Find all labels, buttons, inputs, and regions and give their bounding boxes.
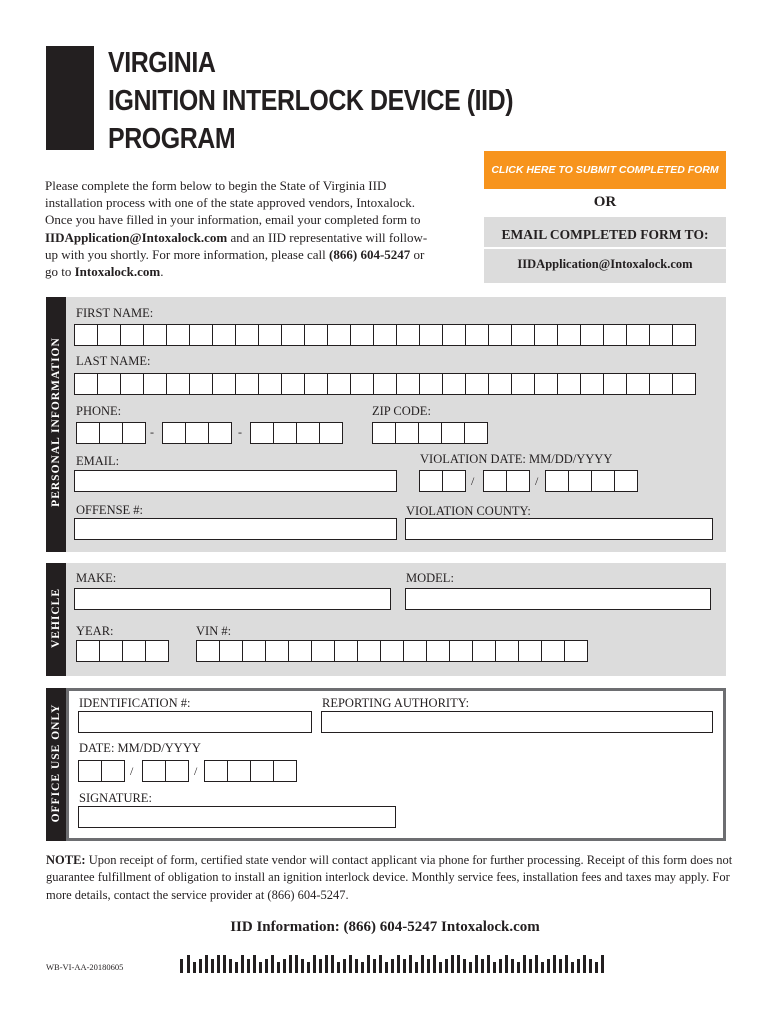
offense-label: OFFENSE #: xyxy=(76,503,144,517)
char-box[interactable] xyxy=(591,470,615,492)
char-box[interactable] xyxy=(534,324,558,346)
vehicle-section-label: VEHICLE xyxy=(50,587,62,649)
iid-information: IID Information: (866) 604-5247 Intoxalock.com xyxy=(230,919,540,935)
char-box[interactable] xyxy=(227,760,251,782)
char-box[interactable] xyxy=(212,373,236,395)
char-box[interactable] xyxy=(74,324,98,346)
note-text: Upon receipt of form, certified state vendor will contact applicant via phone for further processing. Receipt of this form does not guarantee fulfillment of obligation to install an ignition interlock device. Monthly service fees, installation fees and taxes may apply. For more details, contact the service provider at (866) 604-5247. xyxy=(46,853,733,902)
char-box[interactable] xyxy=(296,422,320,444)
char-box[interactable] xyxy=(672,373,696,395)
char-box[interactable] xyxy=(273,760,297,782)
char-box[interactable] xyxy=(626,373,650,395)
char-box[interactable] xyxy=(166,324,190,346)
char-box[interactable] xyxy=(614,470,638,492)
char-box[interactable] xyxy=(120,373,144,395)
barcode-icon xyxy=(180,955,610,977)
signature-label: SIGNATURE: xyxy=(79,791,152,805)
phone-label: PHONE: xyxy=(76,404,122,418)
char-box[interactable] xyxy=(196,640,220,662)
char-box[interactable] xyxy=(649,324,673,346)
char-box[interactable] xyxy=(442,373,466,395)
char-box[interactable] xyxy=(506,470,530,492)
or-label: OR xyxy=(593,194,617,210)
char-box[interactable] xyxy=(373,324,397,346)
char-box[interactable] xyxy=(465,324,489,346)
intro-email[interactable]: IIDApplication@Intoxalock.com xyxy=(45,229,228,245)
vin-label: VIN #: xyxy=(196,624,232,638)
char-box[interactable] xyxy=(372,422,396,444)
char-box[interactable] xyxy=(281,373,305,395)
dash-separator: - xyxy=(238,425,242,439)
char-box[interactable] xyxy=(449,640,473,662)
zip-input[interactable] xyxy=(372,422,487,444)
model-input[interactable] xyxy=(405,588,711,610)
char-box[interactable] xyxy=(465,373,489,395)
reporting-authority-label: REPORTING AUTHORITY: xyxy=(322,696,470,710)
char-box[interactable] xyxy=(534,373,558,395)
note-paragraph xyxy=(46,852,736,904)
char-box[interactable] xyxy=(603,324,627,346)
char-box[interactable] xyxy=(441,422,465,444)
year-label: YEAR: xyxy=(76,624,114,638)
title-line-1: VIRGINIA xyxy=(108,47,216,79)
year-input[interactable] xyxy=(76,640,168,662)
office-date-year[interactable] xyxy=(204,760,296,782)
char-box[interactable] xyxy=(99,422,123,444)
date-label: DATE: MM/DD/YYYY xyxy=(79,741,201,755)
char-box[interactable] xyxy=(97,324,121,346)
offense-input[interactable] xyxy=(74,518,397,540)
char-box[interactable] xyxy=(518,640,542,662)
char-box[interactable] xyxy=(396,373,420,395)
violation-date-label: VIOLATION DATE: MM/DD/YYYY xyxy=(420,452,613,466)
char-box[interactable] xyxy=(288,640,312,662)
intro-site-link[interactable]: Intoxalock.com xyxy=(74,264,161,280)
slash-separator: / xyxy=(471,474,475,488)
violation-county-input[interactable] xyxy=(405,518,713,540)
char-box[interactable] xyxy=(557,373,581,395)
personal-sidebar xyxy=(46,297,66,552)
char-box[interactable] xyxy=(327,324,351,346)
email-address[interactable]: IIDApplication@Intoxalock.com xyxy=(517,257,693,271)
char-box[interactable] xyxy=(219,640,243,662)
title-line-2: IGNITION INTERLOCK DEVICE (IID) xyxy=(108,85,514,117)
char-box[interactable] xyxy=(122,422,146,444)
char-box[interactable] xyxy=(350,373,374,395)
vehicle-sidebar xyxy=(46,563,66,676)
char-box[interactable] xyxy=(166,373,190,395)
char-box[interactable] xyxy=(488,373,512,395)
char-box[interactable] xyxy=(76,640,100,662)
char-box[interactable] xyxy=(511,324,535,346)
char-box[interactable] xyxy=(143,324,167,346)
char-box[interactable] xyxy=(334,640,358,662)
char-box[interactable] xyxy=(488,324,512,346)
char-box[interactable] xyxy=(672,324,696,346)
char-box[interactable] xyxy=(74,373,98,395)
char-box[interactable] xyxy=(143,373,167,395)
char-box[interactable] xyxy=(603,373,627,395)
page-title xyxy=(108,44,513,158)
char-box[interactable] xyxy=(162,422,186,444)
identification-label: IDENTIFICATION #: xyxy=(79,696,191,710)
char-box[interactable] xyxy=(426,640,450,662)
char-box[interactable] xyxy=(626,324,650,346)
violation-county-label: VIOLATION COUNTY: xyxy=(406,504,531,518)
char-box[interactable] xyxy=(258,373,282,395)
char-box[interactable] xyxy=(464,422,488,444)
email-label: EMAIL: xyxy=(76,454,120,468)
phone-prefix[interactable] xyxy=(162,422,231,444)
char-box[interactable] xyxy=(250,422,274,444)
slash-separator: / xyxy=(535,474,539,488)
char-box[interactable] xyxy=(97,373,121,395)
slash-separator: / xyxy=(194,764,198,778)
char-box[interactable] xyxy=(541,640,565,662)
char-box[interactable] xyxy=(311,640,335,662)
char-box[interactable] xyxy=(403,640,427,662)
char-box[interactable] xyxy=(242,640,266,662)
char-box[interactable] xyxy=(189,373,213,395)
make-label: MAKE: xyxy=(76,571,117,585)
office-sidebar xyxy=(46,688,66,841)
divider xyxy=(484,247,726,249)
phone-area-code[interactable] xyxy=(76,422,145,444)
signature-input[interactable] xyxy=(78,806,396,828)
char-box[interactable] xyxy=(472,640,496,662)
email-input[interactable] xyxy=(74,470,397,492)
char-box[interactable] xyxy=(78,760,102,782)
char-box[interactable] xyxy=(208,422,232,444)
char-box[interactable] xyxy=(395,422,419,444)
vin-input[interactable] xyxy=(196,640,587,662)
email-instructions-box xyxy=(484,217,726,283)
last-name-label: LAST NAME: xyxy=(76,354,151,368)
char-box[interactable] xyxy=(122,640,146,662)
char-box[interactable] xyxy=(258,324,282,346)
char-box[interactable] xyxy=(189,324,213,346)
char-box[interactable] xyxy=(557,324,581,346)
intro-text: . xyxy=(160,264,164,280)
violation-month[interactable] xyxy=(419,470,465,492)
first-name-input[interactable] xyxy=(74,324,695,346)
zip-label: ZIP CODE: xyxy=(372,404,431,418)
char-box[interactable] xyxy=(204,760,228,782)
char-box[interactable] xyxy=(511,373,535,395)
char-box[interactable] xyxy=(564,640,588,662)
char-box[interactable] xyxy=(483,470,507,492)
char-box[interactable] xyxy=(304,324,328,346)
form-code: WB-VI-AA-20180605 xyxy=(46,962,124,972)
char-box[interactable] xyxy=(419,324,443,346)
char-box[interactable] xyxy=(235,324,259,346)
char-box[interactable] xyxy=(580,324,604,346)
email-heading: EMAIL COMPLETED FORM TO: xyxy=(501,227,709,242)
first-name-label: FIRST NAME: xyxy=(76,306,154,320)
char-box[interactable] xyxy=(380,640,404,662)
intro-phone: (866) 604-5247 xyxy=(329,246,411,262)
char-box[interactable] xyxy=(142,760,166,782)
char-box[interactable] xyxy=(418,422,442,444)
personal-section-label: PERSONAL INFORMATION xyxy=(50,337,62,507)
char-box[interactable] xyxy=(250,760,274,782)
phone-line[interactable] xyxy=(250,422,342,444)
char-box[interactable] xyxy=(649,373,673,395)
char-box[interactable] xyxy=(281,324,305,346)
char-box[interactable] xyxy=(101,760,125,782)
identification-input[interactable] xyxy=(78,711,312,733)
char-box[interactable] xyxy=(580,373,604,395)
char-box[interactable] xyxy=(545,470,569,492)
violation-year[interactable] xyxy=(545,470,637,492)
reporting-authority-input[interactable] xyxy=(321,711,713,733)
note-label: NOTE: xyxy=(46,853,86,867)
char-box[interactable] xyxy=(357,640,381,662)
intro-paragraph xyxy=(45,177,440,280)
char-box[interactable] xyxy=(185,422,209,444)
char-box[interactable] xyxy=(419,373,443,395)
header-bar xyxy=(46,46,94,150)
char-box[interactable] xyxy=(396,324,420,346)
char-box[interactable] xyxy=(212,324,236,346)
char-box[interactable] xyxy=(442,324,466,346)
dash-separator: - xyxy=(150,425,154,439)
violation-day[interactable] xyxy=(483,470,529,492)
last-name-input[interactable] xyxy=(74,373,695,395)
char-box[interactable] xyxy=(495,640,519,662)
char-box[interactable] xyxy=(76,422,100,444)
char-box[interactable] xyxy=(145,640,169,662)
char-box[interactable] xyxy=(99,640,123,662)
char-box[interactable] xyxy=(165,760,189,782)
slash-separator: / xyxy=(130,764,134,778)
char-box[interactable] xyxy=(350,324,374,346)
char-box[interactable] xyxy=(265,640,289,662)
intro-text: or go to xyxy=(45,246,425,280)
char-box[interactable] xyxy=(568,470,592,492)
make-input[interactable] xyxy=(74,588,391,610)
char-box[interactable] xyxy=(235,373,259,395)
model-label: MODEL: xyxy=(406,571,454,585)
intro-text: and an IID representative will follow-up with you shortly. For more information, please call xyxy=(45,229,428,262)
char-box[interactable] xyxy=(419,470,443,492)
char-box[interactable] xyxy=(442,470,466,492)
char-box[interactable] xyxy=(327,373,351,395)
office-date-month[interactable] xyxy=(78,760,124,782)
submit-form-button[interactable]: CLICK HERE TO SUBMIT COMPLETED FORM xyxy=(484,151,726,189)
char-box[interactable] xyxy=(319,422,343,444)
char-box[interactable] xyxy=(273,422,297,444)
office-section-label: OFFICE USE ONLY xyxy=(50,703,62,823)
char-box[interactable] xyxy=(304,373,328,395)
title-line-3: PROGRAM xyxy=(108,123,236,155)
char-box[interactable] xyxy=(373,373,397,395)
office-date-day[interactable] xyxy=(142,760,188,782)
intro-text: Please complete the form below to begin the State of Virginia IID installation process with one of the state approved vendors, Intoxalock. Once you have filled in your information, email your completed form to xyxy=(45,178,421,228)
char-box[interactable] xyxy=(120,324,144,346)
